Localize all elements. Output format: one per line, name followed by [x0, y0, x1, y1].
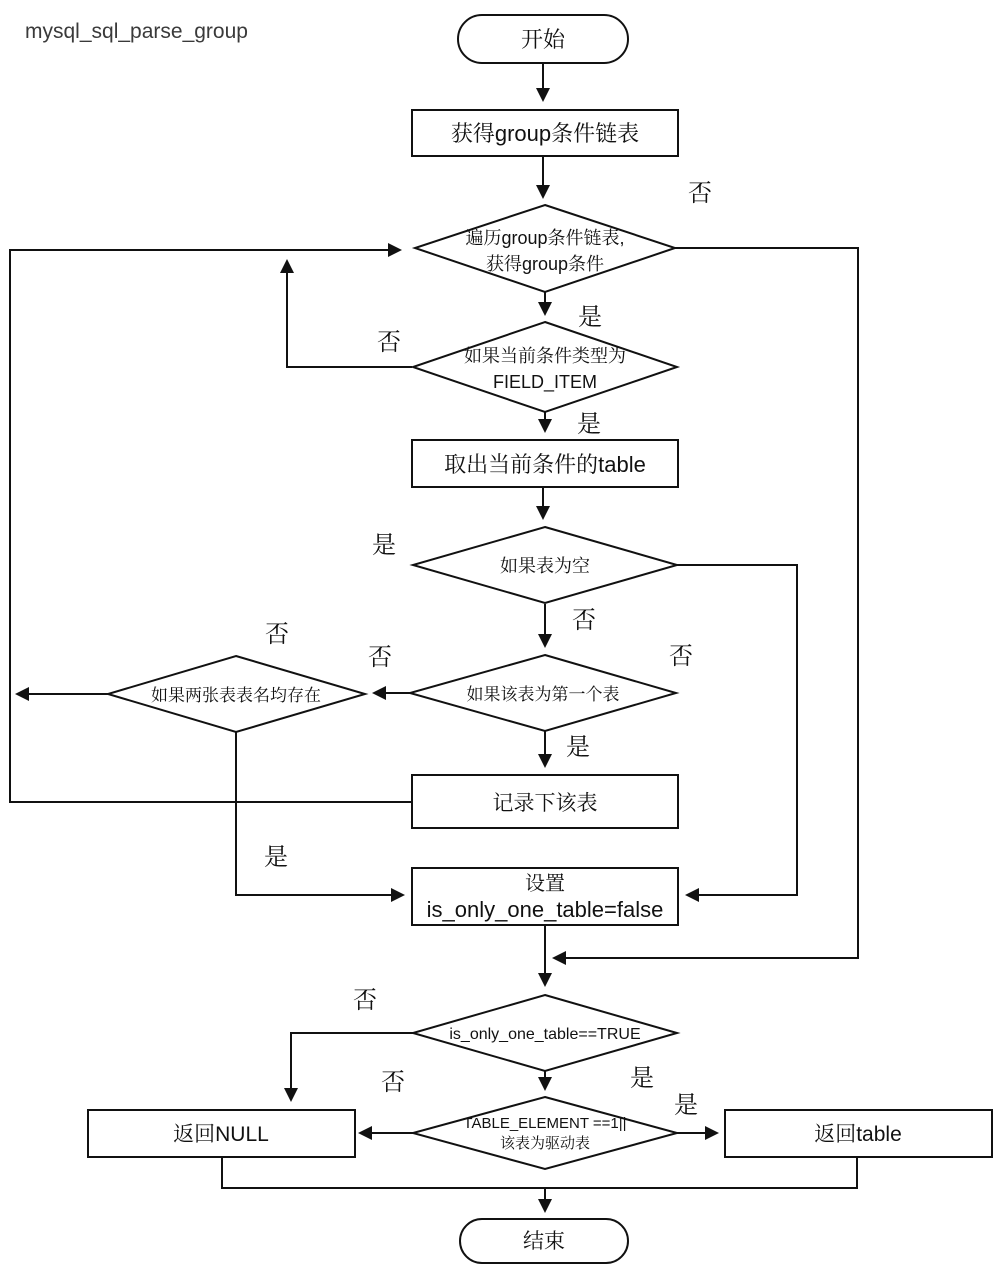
decision-only-one-table	[413, 995, 677, 1071]
label-no-only-one-table: 否	[353, 987, 377, 1014]
process-return-table	[725, 1110, 992, 1157]
label-no-both-names: 否	[265, 621, 289, 648]
end-node-label: 结束	[523, 1230, 565, 1253]
branch-labels	[264, 180, 712, 1119]
label-yes-both-names: 是	[264, 844, 288, 871]
process-record-table	[412, 775, 678, 828]
process-get-table-label: 取出当前条件的table	[444, 452, 646, 477]
process-return-null	[88, 1110, 355, 1157]
decision-iterate-group-shape	[415, 205, 675, 292]
decision-iterate-group-line2: 获得group条件	[485, 254, 605, 274]
process-return-table-label: 返回table	[814, 1123, 902, 1146]
start-node-label: 开始	[520, 27, 566, 52]
edge-both-names-yes-to-set-flag	[236, 732, 403, 895]
decision-table-element	[413, 1097, 677, 1169]
decision-table-empty	[413, 527, 677, 603]
decision-table-element-line2: 该表为驱动表	[499, 1135, 591, 1152]
decision-cond-type	[413, 322, 677, 412]
label-yes-cond-type: 是	[577, 411, 601, 438]
label-yes-only-one-table: 是	[630, 1065, 654, 1092]
process-record-table-label: 记录下该表	[492, 792, 598, 815]
decision-only-one-table-label: is_only_one_table==TRUE	[449, 1026, 641, 1043]
label-yes-table-element: 是	[674, 1092, 698, 1119]
label-no-cond-type: 否	[377, 329, 401, 356]
label-yes-first-table: 是	[566, 734, 590, 761]
page-title: mysql_sql_parse_group	[25, 20, 248, 43]
label-no-table-empty-right: 否	[669, 643, 693, 670]
process-set-flag-line1: 设置	[525, 873, 565, 895]
decision-both-names	[108, 656, 365, 732]
label-yes-iterate: 是	[578, 304, 602, 331]
decision-cond-type-line1: 如果当前条件类型为	[464, 346, 626, 366]
decision-cond-type-shape	[413, 322, 677, 412]
label-no-first-table: 否	[368, 644, 392, 671]
label-yes-table-empty: 是	[372, 532, 396, 559]
label-no-table-element: 否	[381, 1069, 405, 1096]
decision-table-element-line1: TABLE_ELEMENT ==1||	[463, 1115, 627, 1132]
decision-iterate-group	[415, 205, 675, 292]
process-set-flag	[412, 868, 678, 925]
decision-table-element-shape	[413, 1097, 677, 1169]
end-node	[460, 1219, 628, 1263]
decision-first-table	[410, 655, 676, 731]
decision-first-table-label: 如果该表为第一个表	[466, 685, 620, 704]
decision-both-names-label: 如果两张表表名均存在	[151, 686, 321, 705]
decision-table-empty-label: 如果表为空	[500, 556, 590, 576]
start-node	[458, 15, 628, 63]
process-get-table	[412, 440, 678, 487]
process-get-group-list-label: 获得group条件链表	[450, 121, 640, 146]
process-return-null-label: 返回NULL	[173, 1123, 269, 1146]
label-no-iterate: 否	[688, 180, 712, 207]
edge-table-empty-right-to-set-flag	[677, 565, 797, 895]
decision-cond-type-line2: FIELD_ITEM	[492, 372, 598, 392]
label-no-table-empty: 否	[572, 607, 596, 634]
process-get-group-list	[412, 110, 678, 156]
process-set-flag-line2: is_only_one_table=false	[426, 897, 664, 922]
decision-iterate-group-line1: 遍历group条件链表,	[465, 228, 625, 248]
